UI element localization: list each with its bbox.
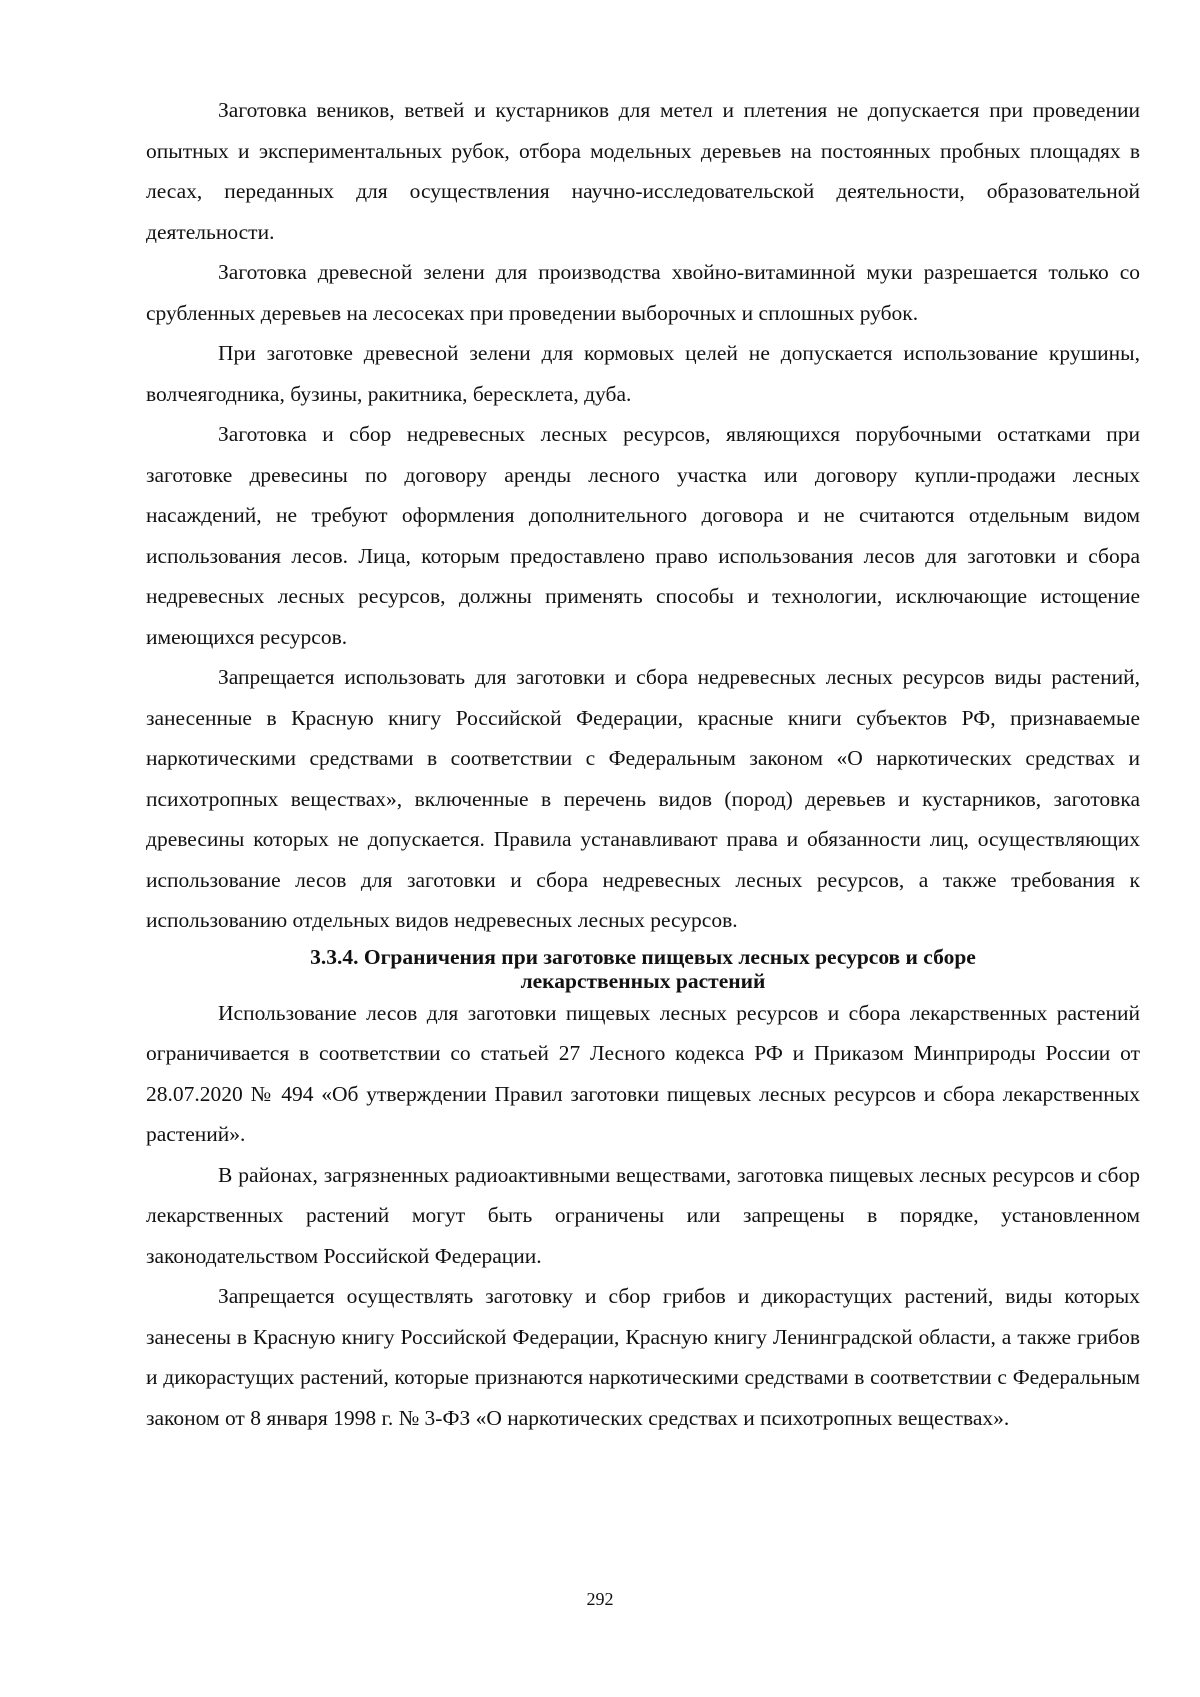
section-heading <box>146 945 1140 993</box>
paragraph-brooms-harvesting: Заготовка веников, ветвей и кустарников для метел и плетения не допускается при проведении опытных и экспериментальных рубок, отбора модельных деревьев на постоянных пробных площадях в лесах, переданных для осуществления научно-исследовательской деятельности, образовательной деятельности. <box>146 98 1140 244</box>
paragraph-radioactive-areas: В районах, загрязненных радиоактивными веществами, заготовка пищевых лесных ресурсов и сбор лекарственных растений могут быть ограничены или запрещены в порядке, установленном законодательством Российской Федерации. <box>146 1162 1140 1268</box>
section-heading-line-2: лекарственных растений <box>520 968 766 993</box>
paragraph-red-book-plants: Запрещается использовать для заготовки и сбора недревесных лесных ресурсов виды растений, занесенные в Красную книгу Российской Федерации, красные книги субъектов РФ, признаваемые наркотическими средствами в соответствии с Федеральным законом «О наркотических средствах и психотропных веществах», включенные в перечень видов (пород) деревьев и кустарников, заготовка древесины которых не допускается. Правила устанавливают права и обязанности лиц, осуществляющих использование лесов для заготовки и сбора недревесных лесных ресурсов, а также требования к использованию отдельных видов недревесных лесных ресурсов. <box>146 665 1140 932</box>
paragraph-mushrooms-prohibition: Запрещается осуществлять заготовку и сбор грибов и дикорастущих растений, виды которых занесены в Красную книгу Российской Федерации, Красную книгу Ленинградской области, а также грибов и дикорастущих растений, которые признаются наркотическими средствами в соответствии с Федеральным законом от 8 января 1998 г. № 3-ФЗ «О наркотических средствах и психотропных веществах». <box>146 1284 1140 1430</box>
paragraph-forest-code-article: Использование лесов для заготовки пищевых лесных ресурсов и сбора лекарственных растений ограничивается в соответствии со статьей 27 Лесного кодекса РФ и Приказом Минприроды России от 28.07.2020 № 494 «Об утверждении Правил заготовки пищевых лесных ресурсов и сбора лекарственных растений». <box>146 1000 1140 1146</box>
page-body <box>146 90 1140 1438</box>
page-number: 292 <box>586 1589 614 1609</box>
paragraph-tree-greenery-flour: Заготовка древесной зелени для производства хвойно-витаминной муки разрешается только со срубленных деревьев на лесосеках при проведении выборочных и сплошных рубок. <box>146 260 1140 325</box>
paragraph-logging-residues: Заготовка и сбор недревесных лесных ресурсов, являющихся порубочными остатками при заготовке древесины по договору аренды лесного участка или договору купли-продажи лесных насаждений, не требуют оформления дополнительного договора и не считаются отдельным видом использования лесов. Лица, которым предоставлено право использования лесов для заготовки и сбора недревесных лесных ресурсов, должны применять способы и технологии, исключающие истощение имеющихся ресурсов. <box>146 422 1140 649</box>
section-heading-line-1: 3.3.4. Ограничения при заготовке пищевых лесных ресурсов и сборе <box>310 944 976 969</box>
paragraph-fodder-greenery: При заготовке древесной зелени для кормовых целей не допускается использование крушины, волчеягодника, бузины, ракитника, бересклета, дуба. <box>146 341 1140 406</box>
